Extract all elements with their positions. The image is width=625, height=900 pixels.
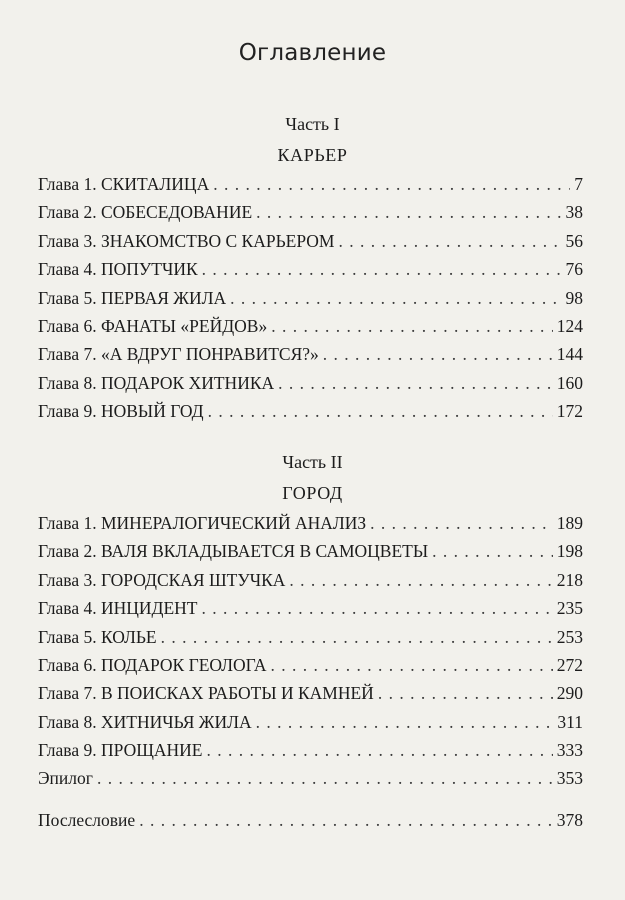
- toc-entry: [38, 344, 583, 372]
- chapter-page-number: 172: [556, 401, 583, 422]
- toc-entry: [38, 598, 583, 626]
- chapter-prefix: Глава 5.: [38, 287, 97, 308]
- dot-leader: [213, 174, 570, 195]
- toc-entry: [38, 288, 583, 316]
- toc-entry-epilogue: [38, 768, 583, 796]
- chapter-page-number: 333: [556, 740, 583, 761]
- chapter-title: ПРОЩАНИЕ: [100, 740, 203, 761]
- chapter-prefix: Глава 4.: [38, 598, 97, 619]
- chapter-title: «А ВДРУГ ПОНРАВИТСЯ?»: [100, 344, 319, 365]
- chapter-prefix: Глава 5.: [38, 626, 97, 647]
- chapter-prefix: Глава 2.: [38, 202, 97, 223]
- dot-leader: [323, 344, 553, 365]
- toc-entry: [38, 570, 583, 598]
- chapter-prefix: Глава 7.: [38, 683, 97, 704]
- chapter-title: В ПОИСКАХ РАБОТЫ И КАМНЕЙ: [100, 683, 374, 704]
- chapter-title: ЗНАКОМСТВО С КАРЬЕРОМ: [100, 230, 335, 251]
- chapter-title: ПЕРВАЯ ЖИЛА: [100, 287, 227, 308]
- toc-entry: [38, 655, 583, 683]
- dot-leader: [271, 316, 553, 337]
- toc-entry: [38, 712, 583, 740]
- chapter-prefix: Глава 6.: [38, 654, 97, 675]
- dot-leader: [202, 259, 562, 280]
- toc-entry: [38, 373, 583, 401]
- dot-leader: [378, 683, 553, 704]
- chapter-title: ПОПУТЧИК: [100, 259, 198, 280]
- dot-leader: [139, 810, 553, 831]
- chapter-page-number: 272: [556, 654, 583, 675]
- chapter-title: ГОРОДСКАЯ ШТУЧКА: [100, 569, 286, 590]
- epilogue-page-number: 353: [556, 768, 583, 788]
- toc-entry: [38, 401, 583, 429]
- chapter-prefix: Глава 7.: [38, 344, 97, 365]
- toc-title: Оглавление: [238, 40, 387, 66]
- dot-leader: [202, 598, 553, 619]
- chapter-title: НОВЫЙ ГОД: [100, 401, 204, 422]
- chapter-prefix: Глава 3.: [38, 230, 97, 251]
- chapter-title: ХИТНИЧЬЯ ЖИЛА: [100, 711, 252, 732]
- dot-leader: [208, 401, 553, 422]
- chapter-title: ПОДАРОК ГЕОЛОГА: [100, 654, 267, 675]
- chapter-page-number: 56: [565, 230, 583, 251]
- toc-entry: [38, 627, 583, 655]
- dot-leader: [278, 373, 553, 394]
- dot-leader: [432, 541, 553, 562]
- chapter-prefix: Глава 8.: [38, 372, 97, 393]
- chapter-page-number: 160: [556, 372, 583, 393]
- dot-leader: [338, 231, 561, 252]
- chapter-title: ИНЦИДЕНТ: [100, 598, 198, 619]
- chapter-page-number: 124: [556, 315, 583, 336]
- afterword-page-number: 378: [556, 810, 583, 830]
- dot-leader: [206, 740, 552, 761]
- toc-entry: [38, 202, 583, 230]
- chapter-prefix: Глава 8.: [38, 711, 97, 732]
- chapter-page-number: 189: [556, 513, 583, 533]
- dot-leader: [370, 513, 553, 534]
- chapter-page-number: 198: [556, 541, 583, 562]
- dot-leader: [289, 570, 552, 591]
- chapter-prefix: Глава 4.: [38, 259, 97, 280]
- chapter-title: ФАНАТЫ «РЕЙДОВ»: [100, 315, 268, 336]
- chapter-prefix: Глава 3.: [38, 569, 97, 590]
- toc-entry-afterword: [38, 810, 583, 838]
- chapter-prefix: Глава 1.: [38, 174, 97, 194]
- chapter-page-number: 218: [556, 569, 583, 590]
- dot-leader: [271, 655, 553, 676]
- afterword-label: Послесловие: [38, 810, 136, 830]
- dot-leader: [256, 202, 561, 223]
- part-2-label: Часть II: [282, 452, 343, 472]
- chapter-page-number: 235: [556, 598, 583, 619]
- epilogue-label: Эпилог: [38, 768, 93, 788]
- chapter-title: КОЛЬЕ: [100, 626, 157, 647]
- part-1-label: Часть I: [285, 114, 340, 134]
- dot-leader: [161, 627, 553, 648]
- part-2-name: ГОРОД: [282, 483, 343, 503]
- chapter-prefix: Глава 2.: [38, 541, 97, 562]
- chapter-page-number: 144: [556, 344, 583, 365]
- toc-entry: [38, 740, 583, 768]
- toc-entry: [38, 231, 583, 259]
- chapter-title: СКИТАЛИЦА: [100, 174, 210, 194]
- chapter-prefix: Глава 9.: [38, 401, 97, 422]
- chapter-page-number: 290: [556, 683, 583, 704]
- chapter-title: СОБЕСЕДОВАНИЕ: [100, 202, 253, 223]
- part-1-chapter-list: [38, 174, 583, 430]
- toc-entry: [38, 513, 583, 541]
- chapter-title: ВАЛЯ ВКЛАДЫВАЕТСЯ В САМОЦВЕТЫ: [100, 541, 429, 562]
- dot-leader: [256, 712, 554, 733]
- chapter-page-number: 76: [565, 259, 583, 280]
- toc-entry: [38, 541, 583, 569]
- chapter-prefix: Глава 1.: [38, 513, 97, 533]
- chapter-page-number: 38: [565, 202, 583, 223]
- part-1-name: КАРЬЕР: [277, 145, 348, 165]
- dot-leader: [230, 288, 561, 309]
- toc-entry: [38, 174, 583, 202]
- part-2-chapter-list: [38, 513, 583, 769]
- dot-leader: [97, 768, 553, 789]
- chapter-page-number: 253: [556, 626, 583, 647]
- toc-entry: [38, 316, 583, 344]
- chapter-prefix: Глава 9.: [38, 740, 97, 761]
- chapter-prefix: Глава 6.: [38, 315, 97, 336]
- chapter-title: ПОДАРОК ХИТНИКА: [100, 372, 275, 393]
- toc-entry: [38, 259, 583, 287]
- chapter-page-number: 7: [574, 174, 583, 194]
- chapter-page-number: 311: [557, 711, 583, 732]
- toc-entry: [38, 683, 583, 711]
- chapter-title: МИНЕРАЛОГИЧЕСКИЙ АНАЛИЗ: [100, 513, 367, 533]
- chapter-page-number: 98: [565, 287, 583, 308]
